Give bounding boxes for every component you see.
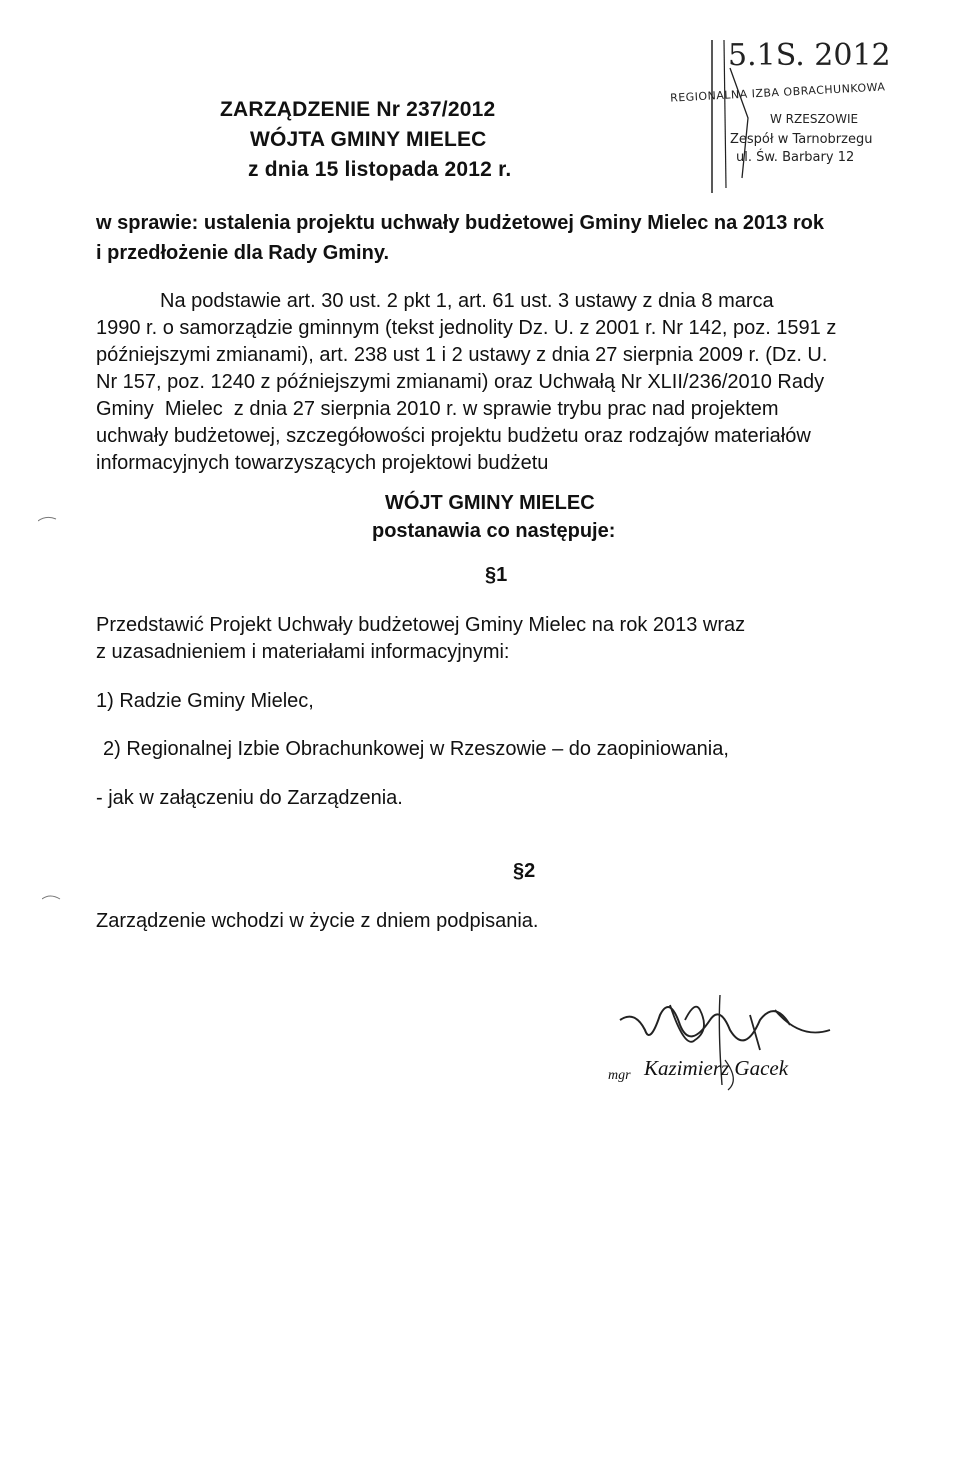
decision-subheading: postanawia co następuje: xyxy=(372,520,616,542)
list-item: 2) Regionalnej Izbie Obrachunkowej w Rzeszowie – do zaopiniowania, xyxy=(103,738,729,760)
decision-heading: WÓJT GMINY MIELEC xyxy=(385,492,595,514)
preamble-line: Gminy Mielec z dnia 27 sierpnia 2010 r. w sprawie trybu prac nad projektem xyxy=(96,398,779,420)
preamble-line: 1990 r. o samorządzie gminnym (tekst jednolity Dz. U. z 2001 r. Nr 142, poz. 1591 z xyxy=(96,317,837,339)
signatory-title: mgr xyxy=(608,1068,631,1083)
section-1-intro: z uzasadnieniem i materiałami informacyjnymi: xyxy=(96,641,510,663)
date-line: z dnia 15 listopada 2012 r. xyxy=(248,158,512,181)
document-title: ZARZĄDZENIE Nr 237/2012 xyxy=(220,98,496,121)
stamp-line-4: ul. Św. Barbary 12 xyxy=(736,150,855,165)
subject-line-2: i przedłożenie dla Rady Gminy. xyxy=(96,242,390,264)
preamble-line: informacyjnych towarzyszących projektowi budżetu xyxy=(96,452,549,474)
section-2-marker: §2 xyxy=(513,860,536,882)
stamp-date: 5.1S. 2012 xyxy=(728,38,891,73)
issuer-line: WÓJTA GMINY MIELEC xyxy=(250,128,487,151)
signature-block xyxy=(600,990,860,1100)
handwritten-signature xyxy=(600,990,860,1100)
subject-line-1: w sprawie: ustalenia projektu uchwały budżetowej Gminy Mielec na 2013 rok xyxy=(96,212,824,234)
margin-mark xyxy=(42,893,62,903)
preamble-line: Na podstawie art. 30 ust. 2 pkt 1, art. 61 ust. 3 ustawy z dnia 8 marca xyxy=(160,290,774,312)
stamp-line-1: REGIONALNA IZBA OBRACHUNKOWA xyxy=(669,80,886,105)
section-1-marker: §1 xyxy=(485,564,508,586)
preamble-line: Nr 157, poz. 1240 z późniejszymi zmianami) oraz Uchwałą Nr XLII/236/2010 Rady xyxy=(96,371,825,393)
preamble-line: późniejszymi zmianami), art. 238 ust 1 i 2 ustawy z dnia 27 sierpnia 2009 r. (Dz. U. xyxy=(96,344,828,366)
stamp-line-3: Zespół w Tarnobrzegu xyxy=(730,132,873,147)
signatory-name: Kazimierz Gacek xyxy=(644,1056,789,1080)
section-1-intro: Przedstawić Projekt Uchwały budżetowej Gminy Mielec na rok 2013 wraz xyxy=(96,614,746,636)
received-stamp xyxy=(669,38,940,198)
stamp-line-2: W RZESZOWIE xyxy=(770,112,859,126)
preamble-line: uchwały budżetowej, szczegółowości projektu budżetu oraz rodzajów materiałów xyxy=(96,425,811,447)
list-item: 1) Radzie Gminy Mielec, xyxy=(96,690,314,712)
section-1-closing: - jak w załączeniu do Zarządzenia. xyxy=(96,787,403,809)
margin-mark xyxy=(38,515,58,525)
section-2-text: Zarządzenie wchodzi w życie z dniem podpisania. xyxy=(96,910,539,932)
